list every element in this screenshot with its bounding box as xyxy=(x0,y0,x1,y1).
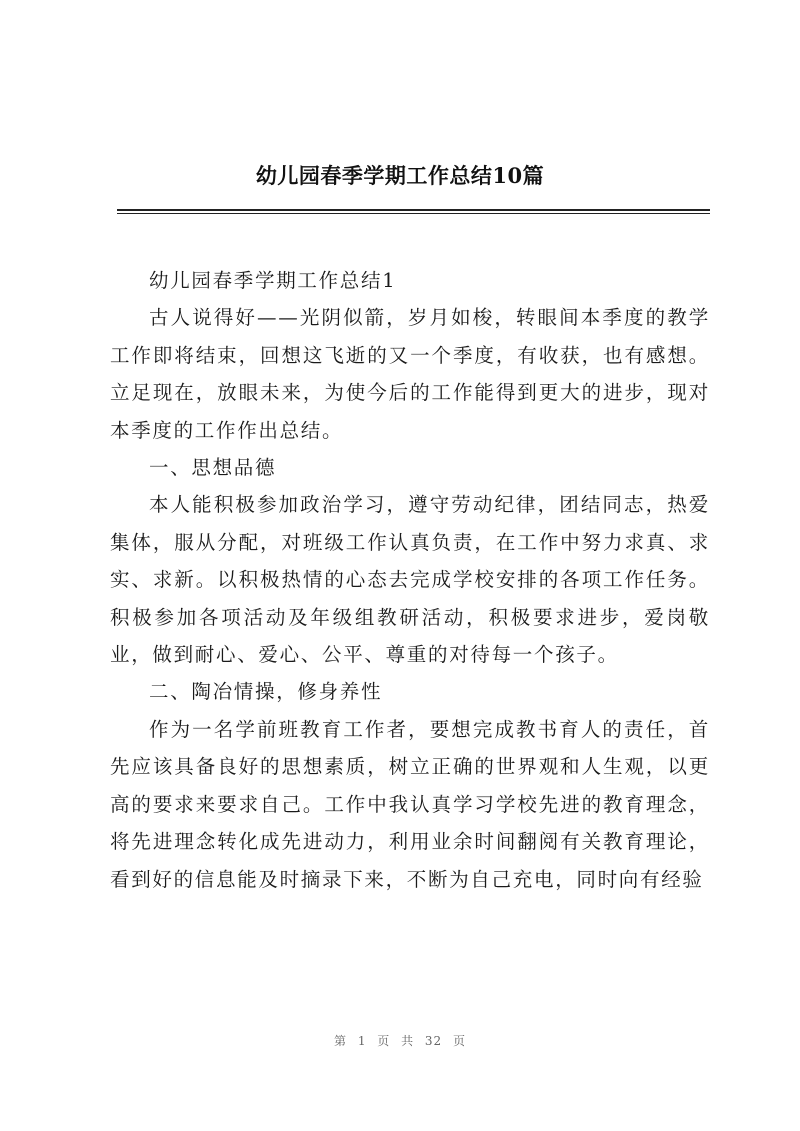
subtitle-heading: 幼儿园春季学期工作总结1 xyxy=(149,269,397,292)
paragraph: 古人说得好——光阴似箭，岁月如梭，转眼间本季度的教学工作即将结束，回想这飞逝的又一个季度，有收获，也有感想。立足现在，放眼未来，为使今后的工作能得到更大的进步，现对本季度的工作作出总结。 xyxy=(110,306,710,442)
document-body xyxy=(110,262,710,898)
page-number-footer: 第 1 页 共 32 页 xyxy=(334,1034,466,1048)
paragraph: 作为一名学前班教育工作者，要想完成教书育人的责任，首先应该具备良好的思想素质，树立正确的世界观和人生观，以更高的要求来要求自己。工作中我认真学习学校先进的教育理念，将先进理念转化成先进动力，利用业余时间翻阅有关教育理论，看到好的信息能及时摘录下来，不断为自己充电，同时向有经验 xyxy=(110,717,710,891)
page-title: 幼儿园春季学期工作总结10篇 xyxy=(255,163,545,188)
section-heading: 一、思想品德 xyxy=(149,456,277,480)
title-divider xyxy=(117,209,710,211)
paragraph: 本人能积极参加政治学习，遵守劳动纪律，团结同志，热爱集体，服从分配，对班级工作认真负责，在工作中努力求真、求实、求新。以积极热情的心态去完成学校安排的各项工作任务。积极参加各项活动及年级组教研活动，积极要求进步，爱岗敬业，做到耐心、爱心、公平、尊重的对待每一个孩子。 xyxy=(110,493,710,667)
title-divider-thin xyxy=(117,213,710,214)
section-heading: 二、陶冶情操，修身养性 xyxy=(149,680,383,704)
